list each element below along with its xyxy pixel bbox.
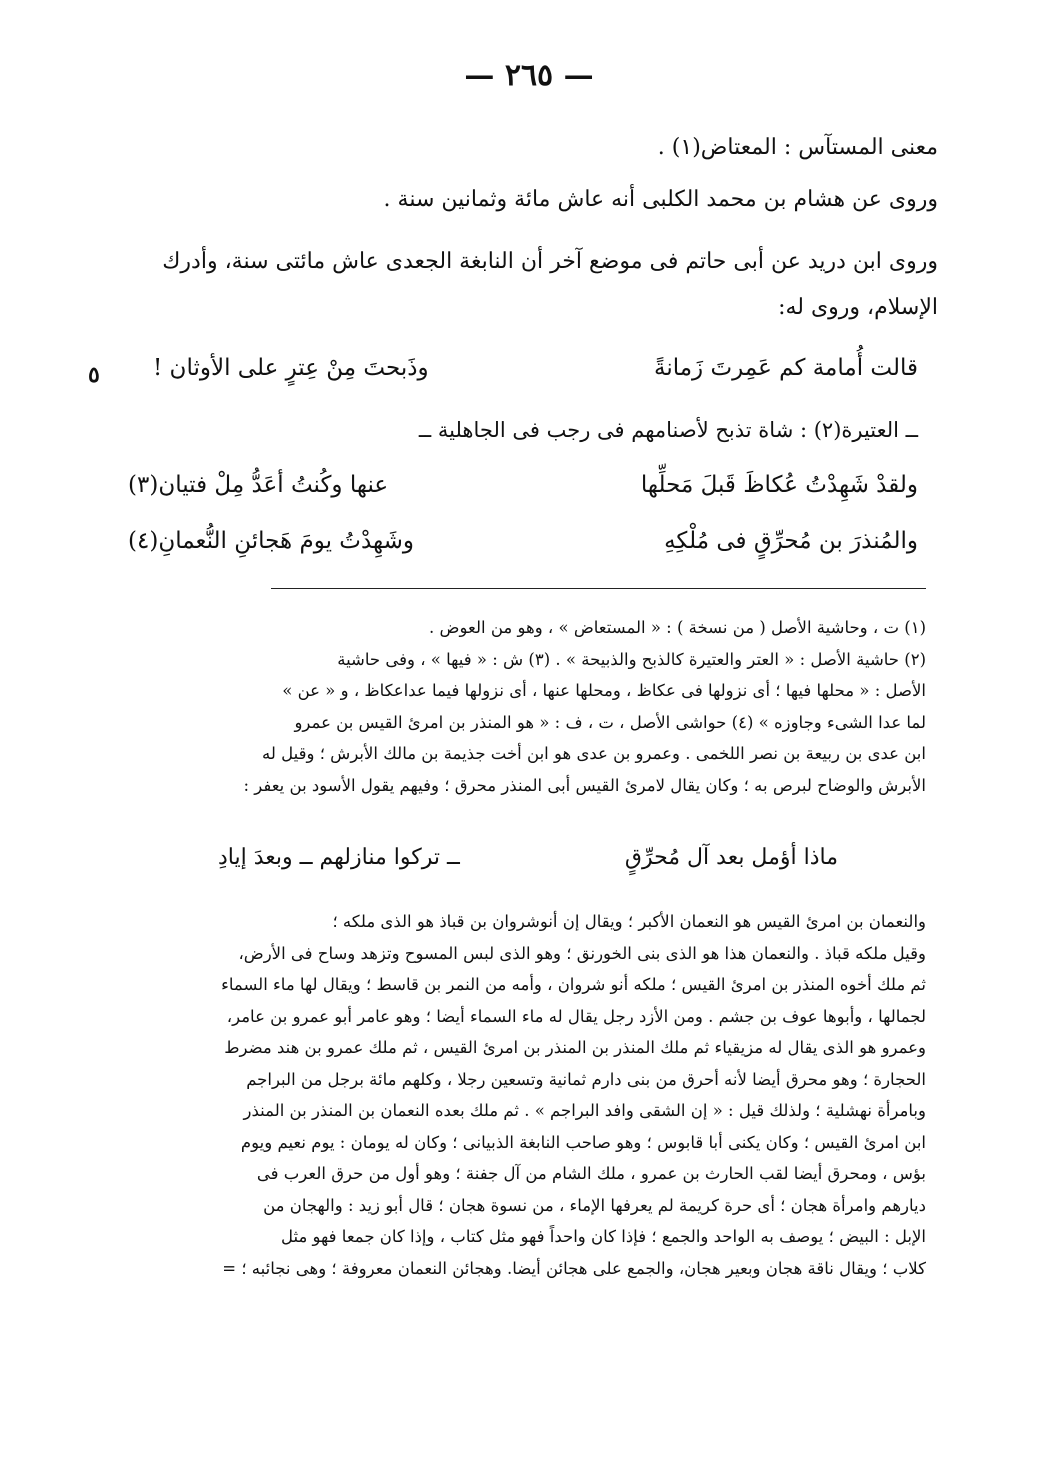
page-number: — ٢٦٥ — — [464, 58, 594, 93]
footnote-cont-line-2: وقيل ملكه قباذ . والنعمان هذا هو الذى بنى الخورنق ؛ وهو الذى لبس المسوح وتزهد وساح فى الأرض، — [238, 943, 926, 963]
margin-line-number: ٥ — [88, 362, 100, 388]
main-line-1: معنى المستآس : المعتاض(١) . — [657, 135, 938, 160]
main-text — [118, 128, 938, 328]
footnote-line-2: (٢) حاشية الأصل : « العتر والعتيرة كالذبح والذبيحة » . (٣) ش : « فيها » ، وفى حاشية — [337, 649, 926, 669]
verse-1-first-hemistich: قالت أُمامة كم عَمِرتَ زَمانةً — [654, 355, 918, 381]
gloss-line — [128, 418, 918, 468]
footnote-verse-second: ــ تركوا منازلهم ــ وبعدَ إيادِ — [218, 845, 460, 870]
footnote-line-1: (١) ت ، وحاشية الأصل ( من نسخة ) : « المستعاض » ، وهو من العوض . — [429, 618, 926, 637]
footnotes-continued — [118, 906, 926, 1284]
main-line-3: وروى ابن دريد عن أبى حاتم فى موضع آخر أن النابغة الجعدى عاش مائتى سنة، وأدرك — [162, 249, 938, 274]
gloss-text: ــ العتيرة(٢) : شاة تذبح لأصنامهم فى رجب فى الجاهلية ــ — [418, 418, 918, 442]
verse-1-second-hemistich: وذَبحتَ مِنْ عِترٍ على الأوثان ! — [153, 355, 429, 381]
footnote-cont-line-5: وعمرو هو الذى يقال له مزيقياء ثم ملك المنذر بن المنذر بن امرئ القيس ، ثم ملك عمرو بن هند مضرط — [224, 1038, 926, 1057]
verse-3-first-hemistich: والمُنذرَ بن مُحرِّقٍ فى مُلْكِهِ — [664, 528, 918, 554]
footnotes-top — [118, 612, 926, 801]
footnote-cont-line-9: بؤس ، ومحرق أيضا لقب الحارث بن عمرو ، ملك الشام من آل جفنة ؛ وهو أول من حرق العرب فى — [256, 1164, 926, 1183]
main-line-4: الإسلام، وروى له: — [778, 295, 938, 320]
footnote-line-4: لما عدا الشىء وجاوزه » (٤) حواشى الأصل ، ت ، ف : « هو المنذر بن امرئ القيس بن عمرو — [294, 712, 926, 732]
verse-2-first-hemistich: ولقدْ شَهِدْتُ عُكاظَ قَبلَ مَحلِّها — [640, 472, 918, 498]
footnote-cont-line-7: وبامرأة نهشلية ؛ ولذلك قيل : « إن الشقى وافد البراجم » . ثم ملك بعده النعمان بن المنذر بن المنذر — [243, 1101, 926, 1120]
main-line-2: وروى عن هشام بن محمد الكلبى أنه عاش مائة وثمانين سنة . — [383, 187, 938, 212]
verse-2 — [128, 472, 918, 522]
footnote-cont-line-6: الحجارة ؛ وهو محرق أيضا لأنه أحرق من بنى دارم ثمانية وتسعين رجلا ، وكلهم مائة برجل من البراجم — [246, 1069, 926, 1089]
verse-1 — [128, 355, 918, 405]
verse-3 — [128, 528, 918, 578]
footnote-cont-line-3: ثم ملك أخوه المنذر بن امرئ القيس ؛ ملكه أنو شروان ، وأمه من النمر بن قاسط ؛ ويقال لها ماء السماء — [221, 975, 926, 994]
footnote-cont-line-4: لجمالها ، وأبوها عوف بن جشم . ومن الأزد رجل يقال له ماء السماء أيضا ؛ وهو عامر أبو عمرو بن عامر، — [226, 1006, 926, 1026]
footnote-cont-line-12: كلاب ؛ ويقال ناقة هجان وبعير هجان، والجمع على هجائن أيضا. وهجائن النعمان معروفة ؛ وهى نجائبه ؛ = — [222, 1258, 926, 1278]
footnote-cont-line-8: ابن امرئ القيس ؛ وكان يكنى أبا قابوس ؛ وهو صاحب النابغة الذبيانى ؛ وكان له يومان : يوم نعيم ويوم — [240, 1132, 926, 1152]
verse-2-second-hemistich: عنها وكُنتُ أعَدُّ مِلْ فتيان(٣) — [128, 472, 389, 498]
footnote-divider — [271, 588, 926, 589]
footnote-line-5: ابن عدى بن ربيعة بن نصر اللخمى . وعمرو بن عدى هو ابن أخت جذيمة بن مالك الأبرش ؛ وقيل له — [262, 744, 926, 763]
verse-3-second-hemistich: وشَهِدْتُ يومَ هَجائنِ النُّعمانِ(٤) — [128, 528, 415, 554]
footnote-verse-first: ماذا أؤمل بعد آل مُحرِّقٍ — [624, 845, 838, 870]
footnote-verse — [218, 845, 838, 891]
footnote-line-6: الأبرش والوضاح لبرص به ؛ وكان يقال لامرئ القيس أبى المنذر محرق ؛ وفيهم يقول الأسود بن يعفر : — [243, 775, 926, 795]
footnote-line-3: الأصل : « محلها فيها ؛ أى نزولها فى عكاظ ، ومحلها عنها ، أى نزولها فيما عداعكاظ ، و « عن » — [282, 681, 926, 700]
footnote-cont-line-11: الإبل : البيض ؛ يوصف به الواحد والجمع ؛ فإذا كان واحداً فهو مثل كتاب ، وإذا كان جمعا فهو مثل — [280, 1227, 926, 1246]
footnote-cont-line-1: والنعمان بن امرئ القيس هو النعمان الأكبر ؛ ويقال إن أنوشروان بن قباذ هو الذى ملكه ؛ — [332, 912, 926, 931]
footnote-cont-line-10: ديارهم وامرأة هجان ؛ أى حرة كريمة لم يعرفها الإماء ، من نسوة هجان ؛ قال أبو زيد : والهجان من — [263, 1195, 926, 1215]
